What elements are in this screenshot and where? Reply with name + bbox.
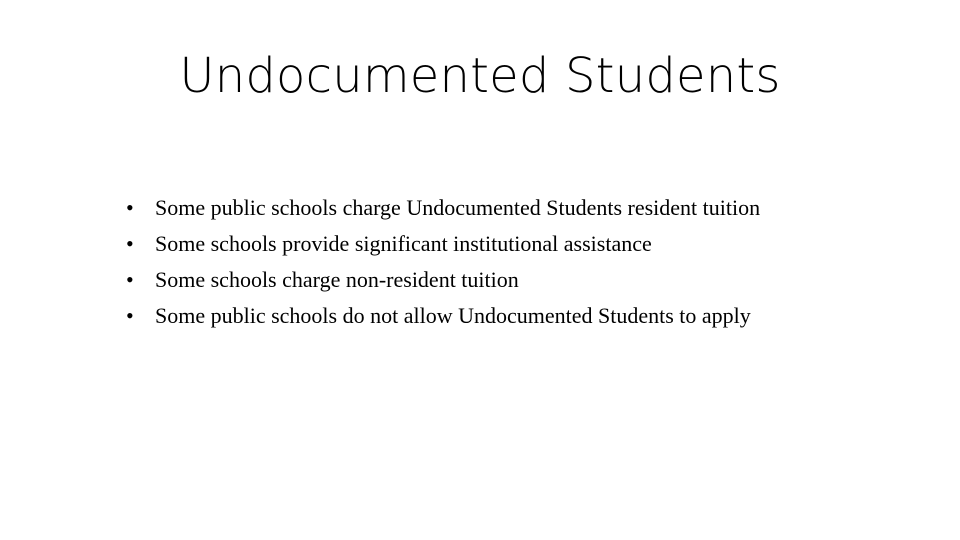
bullet-text: Some schools charge non-resident tuition: [155, 267, 519, 292]
bullet-list: [126, 190, 760, 334]
bullet-item: [126, 262, 760, 298]
bullet-text: Some schools provide significant institutional assistance: [155, 231, 652, 256]
bullet-icon: •: [126, 195, 134, 220]
bullet-text: Some public schools charge Undocumented Students resident tuition: [155, 195, 761, 220]
bullet-text: Some public schools do not allow Undocumented Students to apply: [155, 303, 751, 328]
bullet-item: [126, 298, 760, 334]
bullet-icon: •: [126, 231, 134, 256]
slide-title: Undocumented Students: [179, 48, 781, 104]
bullet-item: [126, 190, 760, 226]
bullet-icon: •: [126, 267, 134, 292]
bullet-icon: •: [126, 303, 134, 328]
bullet-item: [126, 226, 760, 262]
